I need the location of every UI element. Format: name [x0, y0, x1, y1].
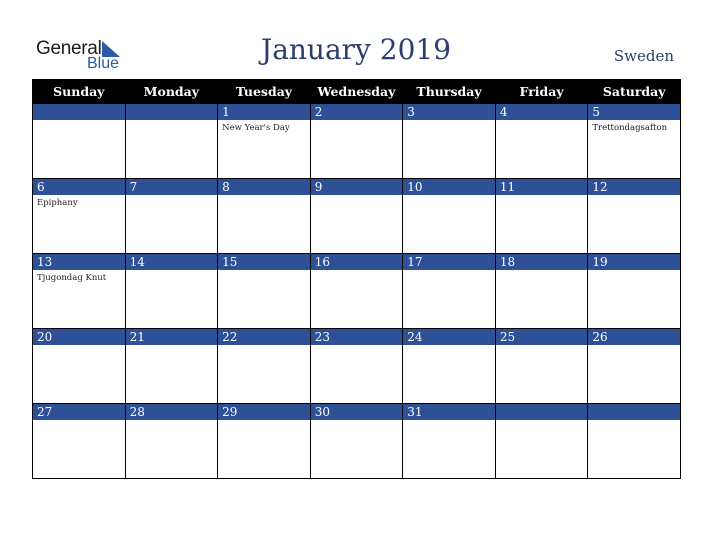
- day-cell: [33, 329, 126, 404]
- day-number: 17: [403, 254, 495, 271]
- day-number: 11: [496, 179, 588, 196]
- day-cell: [588, 104, 681, 179]
- day-number: 31: [403, 404, 495, 421]
- day-number: [588, 404, 680, 421]
- day-cell: [33, 254, 126, 329]
- day-cell: [33, 179, 126, 254]
- holiday-label: Trettondagsafton: [592, 123, 668, 133]
- day-cell: [125, 329, 218, 404]
- day-number: 28: [126, 404, 218, 421]
- weekday-header: Thursday: [403, 80, 496, 104]
- weekday-header: Tuesday: [218, 80, 311, 104]
- day-cell: [218, 329, 311, 404]
- day-number: 10: [403, 179, 495, 196]
- day-cell: [588, 404, 681, 479]
- day-number: 12: [588, 179, 680, 196]
- day-number: 3: [403, 104, 495, 121]
- day-cell: [218, 404, 311, 479]
- day-number: 26: [588, 329, 680, 346]
- day-cell: [218, 179, 311, 254]
- day-cell: [495, 329, 588, 404]
- day-number: 19: [588, 254, 680, 271]
- day-number: [126, 104, 218, 121]
- weekday-header: Friday: [495, 80, 588, 104]
- weekday-header: Wednesday: [310, 80, 403, 104]
- day-number: 9: [311, 179, 403, 196]
- week-row: [33, 179, 681, 254]
- day-cell: [310, 179, 403, 254]
- day-cell: [403, 104, 496, 179]
- day-cell: [310, 404, 403, 479]
- day-number: 27: [33, 404, 125, 421]
- day-number: [496, 404, 588, 421]
- day-number: 29: [218, 404, 310, 421]
- day-number: [33, 104, 125, 121]
- day-number: 23: [311, 329, 403, 346]
- calendar-body: [33, 104, 681, 479]
- day-number: 14: [126, 254, 218, 271]
- day-number: 20: [33, 329, 125, 346]
- country-label: Sweden: [613, 47, 674, 65]
- day-number: 13: [33, 254, 125, 271]
- day-number: 25: [496, 329, 588, 346]
- day-number: 15: [218, 254, 310, 271]
- day-number: 2: [311, 104, 403, 121]
- day-cell: [403, 329, 496, 404]
- holiday-label: Tjugondag Knut: [37, 273, 107, 283]
- day-cell: [588, 254, 681, 329]
- day-cell: [218, 104, 311, 179]
- holiday-label: New Year's Day: [222, 123, 290, 133]
- day-number: 30: [311, 404, 403, 421]
- logo-text-blue: Blue: [87, 55, 120, 72]
- day-cell: [310, 254, 403, 329]
- calendar-grid: [32, 79, 681, 479]
- week-row: [33, 404, 681, 479]
- day-cell: [403, 404, 496, 479]
- day-number: 16: [311, 254, 403, 271]
- day-cell: [403, 254, 496, 329]
- day-cell: [125, 179, 218, 254]
- day-cell: [495, 404, 588, 479]
- day-cell: [495, 254, 588, 329]
- week-row: [33, 104, 681, 179]
- day-cell: [33, 104, 126, 179]
- day-cell: [310, 104, 403, 179]
- weekday-header: Monday: [125, 80, 218, 104]
- day-cell: [588, 329, 681, 404]
- logo-text-general: General: [36, 38, 102, 59]
- day-cell: [125, 104, 218, 179]
- weekday-header: Sunday: [33, 80, 126, 104]
- day-cell: [33, 404, 126, 479]
- day-number: 6: [33, 179, 125, 196]
- day-number: 24: [403, 329, 495, 346]
- weekday-header-row: [33, 80, 681, 104]
- day-number: 1: [218, 104, 310, 121]
- day-cell: [310, 329, 403, 404]
- week-row: [33, 254, 681, 329]
- day-number: 5: [588, 104, 680, 121]
- day-cell: [495, 104, 588, 179]
- day-number: 21: [126, 329, 218, 346]
- day-cell: [588, 179, 681, 254]
- week-row: [33, 329, 681, 404]
- day-cell: [495, 179, 588, 254]
- weekday-header: Saturday: [588, 80, 681, 104]
- holiday-label: Epiphany: [37, 198, 78, 208]
- day-cell: [125, 254, 218, 329]
- day-number: 8: [218, 179, 310, 196]
- day-number: 7: [126, 179, 218, 196]
- day-cell: [125, 404, 218, 479]
- calendar-title: January 2019: [260, 33, 452, 66]
- day-cell: [403, 179, 496, 254]
- day-number: 4: [496, 104, 588, 121]
- day-number: 22: [218, 329, 310, 346]
- day-number: 18: [496, 254, 588, 271]
- day-cell: [218, 254, 311, 329]
